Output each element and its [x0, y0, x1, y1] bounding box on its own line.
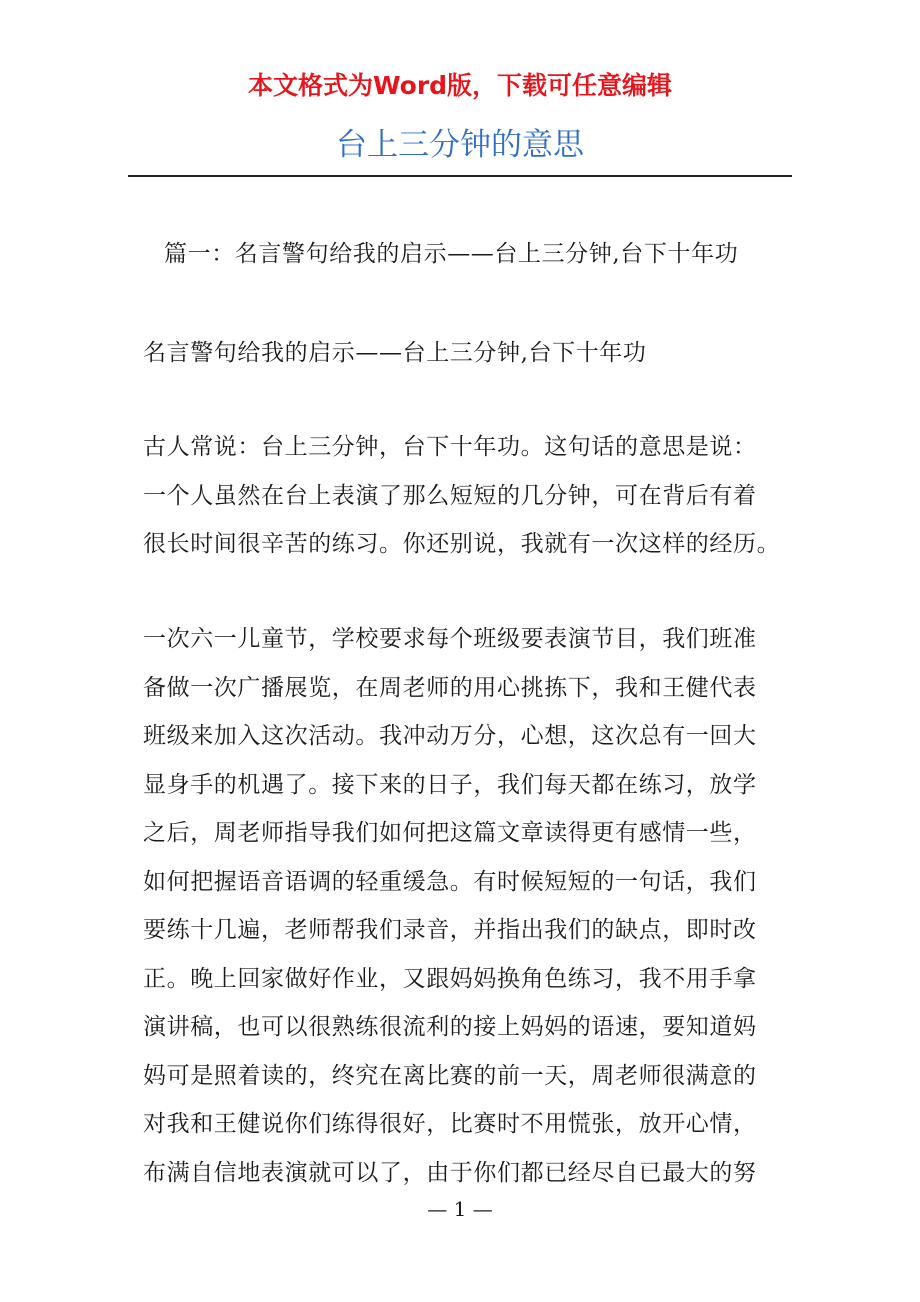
paragraph-line: 之后，周老师指导我们如何把这篇文章读得更有感情一些， — [143, 820, 757, 846]
paragraph-line: 显身手的机遇了。接下来的日子，我们每天都在练习，放学 — [143, 771, 757, 798]
paragraph-line: 妈可是照着读的，终究在离比赛的前一天，周老师很满意的 — [143, 1062, 757, 1089]
paragraph-line: 如何把握语音语调的轻重缓急。有时候短短的一句话，我们 — [143, 868, 757, 895]
title-divider — [128, 175, 792, 177]
paragraph-line: 备做一次广播展览，在周老师的用心挑拣下，我和王健代表 — [143, 674, 757, 701]
paragraph-line: 对我和王健说你们练得很好，比赛时不用慌张，放开心情， — [143, 1111, 757, 1137]
paragraph-line: 布满自信地表演就可以了，由于你们都已经尽自已最大的努 — [143, 1159, 757, 1186]
paragraph-2 — [143, 615, 779, 1197]
paragraph-line: 一次六一儿童节，学校要求每个班级要表演节目，我们班准 — [143, 626, 757, 652]
paragraph-line: 古人常说：台上三分钟，台下十年功。这句话的意思是说： — [143, 434, 757, 460]
document-title: 台上三分钟的意思 — [336, 127, 584, 163]
paragraph-line: 正。晚上回家做好作业，又跟妈妈换角色练习，我不用手拿 — [143, 965, 757, 992]
format-banner: 本文格式为Word版，下载可任意编辑 — [247, 71, 673, 100]
paragraph-line: 要练十几遍，老师帮我们录音，并指出我们的缺点，即时改 — [143, 917, 757, 943]
section-subheading: 名言警句给我的启示——台上三分钟,台下十年功 — [143, 340, 647, 366]
paragraph-line: 一个人虽然在台上表演了那么短短的几分钟，可在背后有着 — [143, 482, 757, 509]
section-heading: 篇一：名言警句给我的启示——台上三分钟,台下十年功 — [164, 241, 739, 267]
paragraph-line: 演讲稿，也可以很熟练很流利的接上妈妈的语速，要知道妈 — [143, 1014, 757, 1040]
paragraph-line: 很长时间很辛苦的练习。你还别说，我就有一次这样的经历。 — [143, 531, 781, 557]
page-number: — 1 — — [427, 1197, 493, 1221]
paragraph-1 — [143, 423, 779, 569]
paragraph-line: 班级来加入这次活动。我冲动万分，心想，这次总有一回大 — [143, 723, 757, 749]
